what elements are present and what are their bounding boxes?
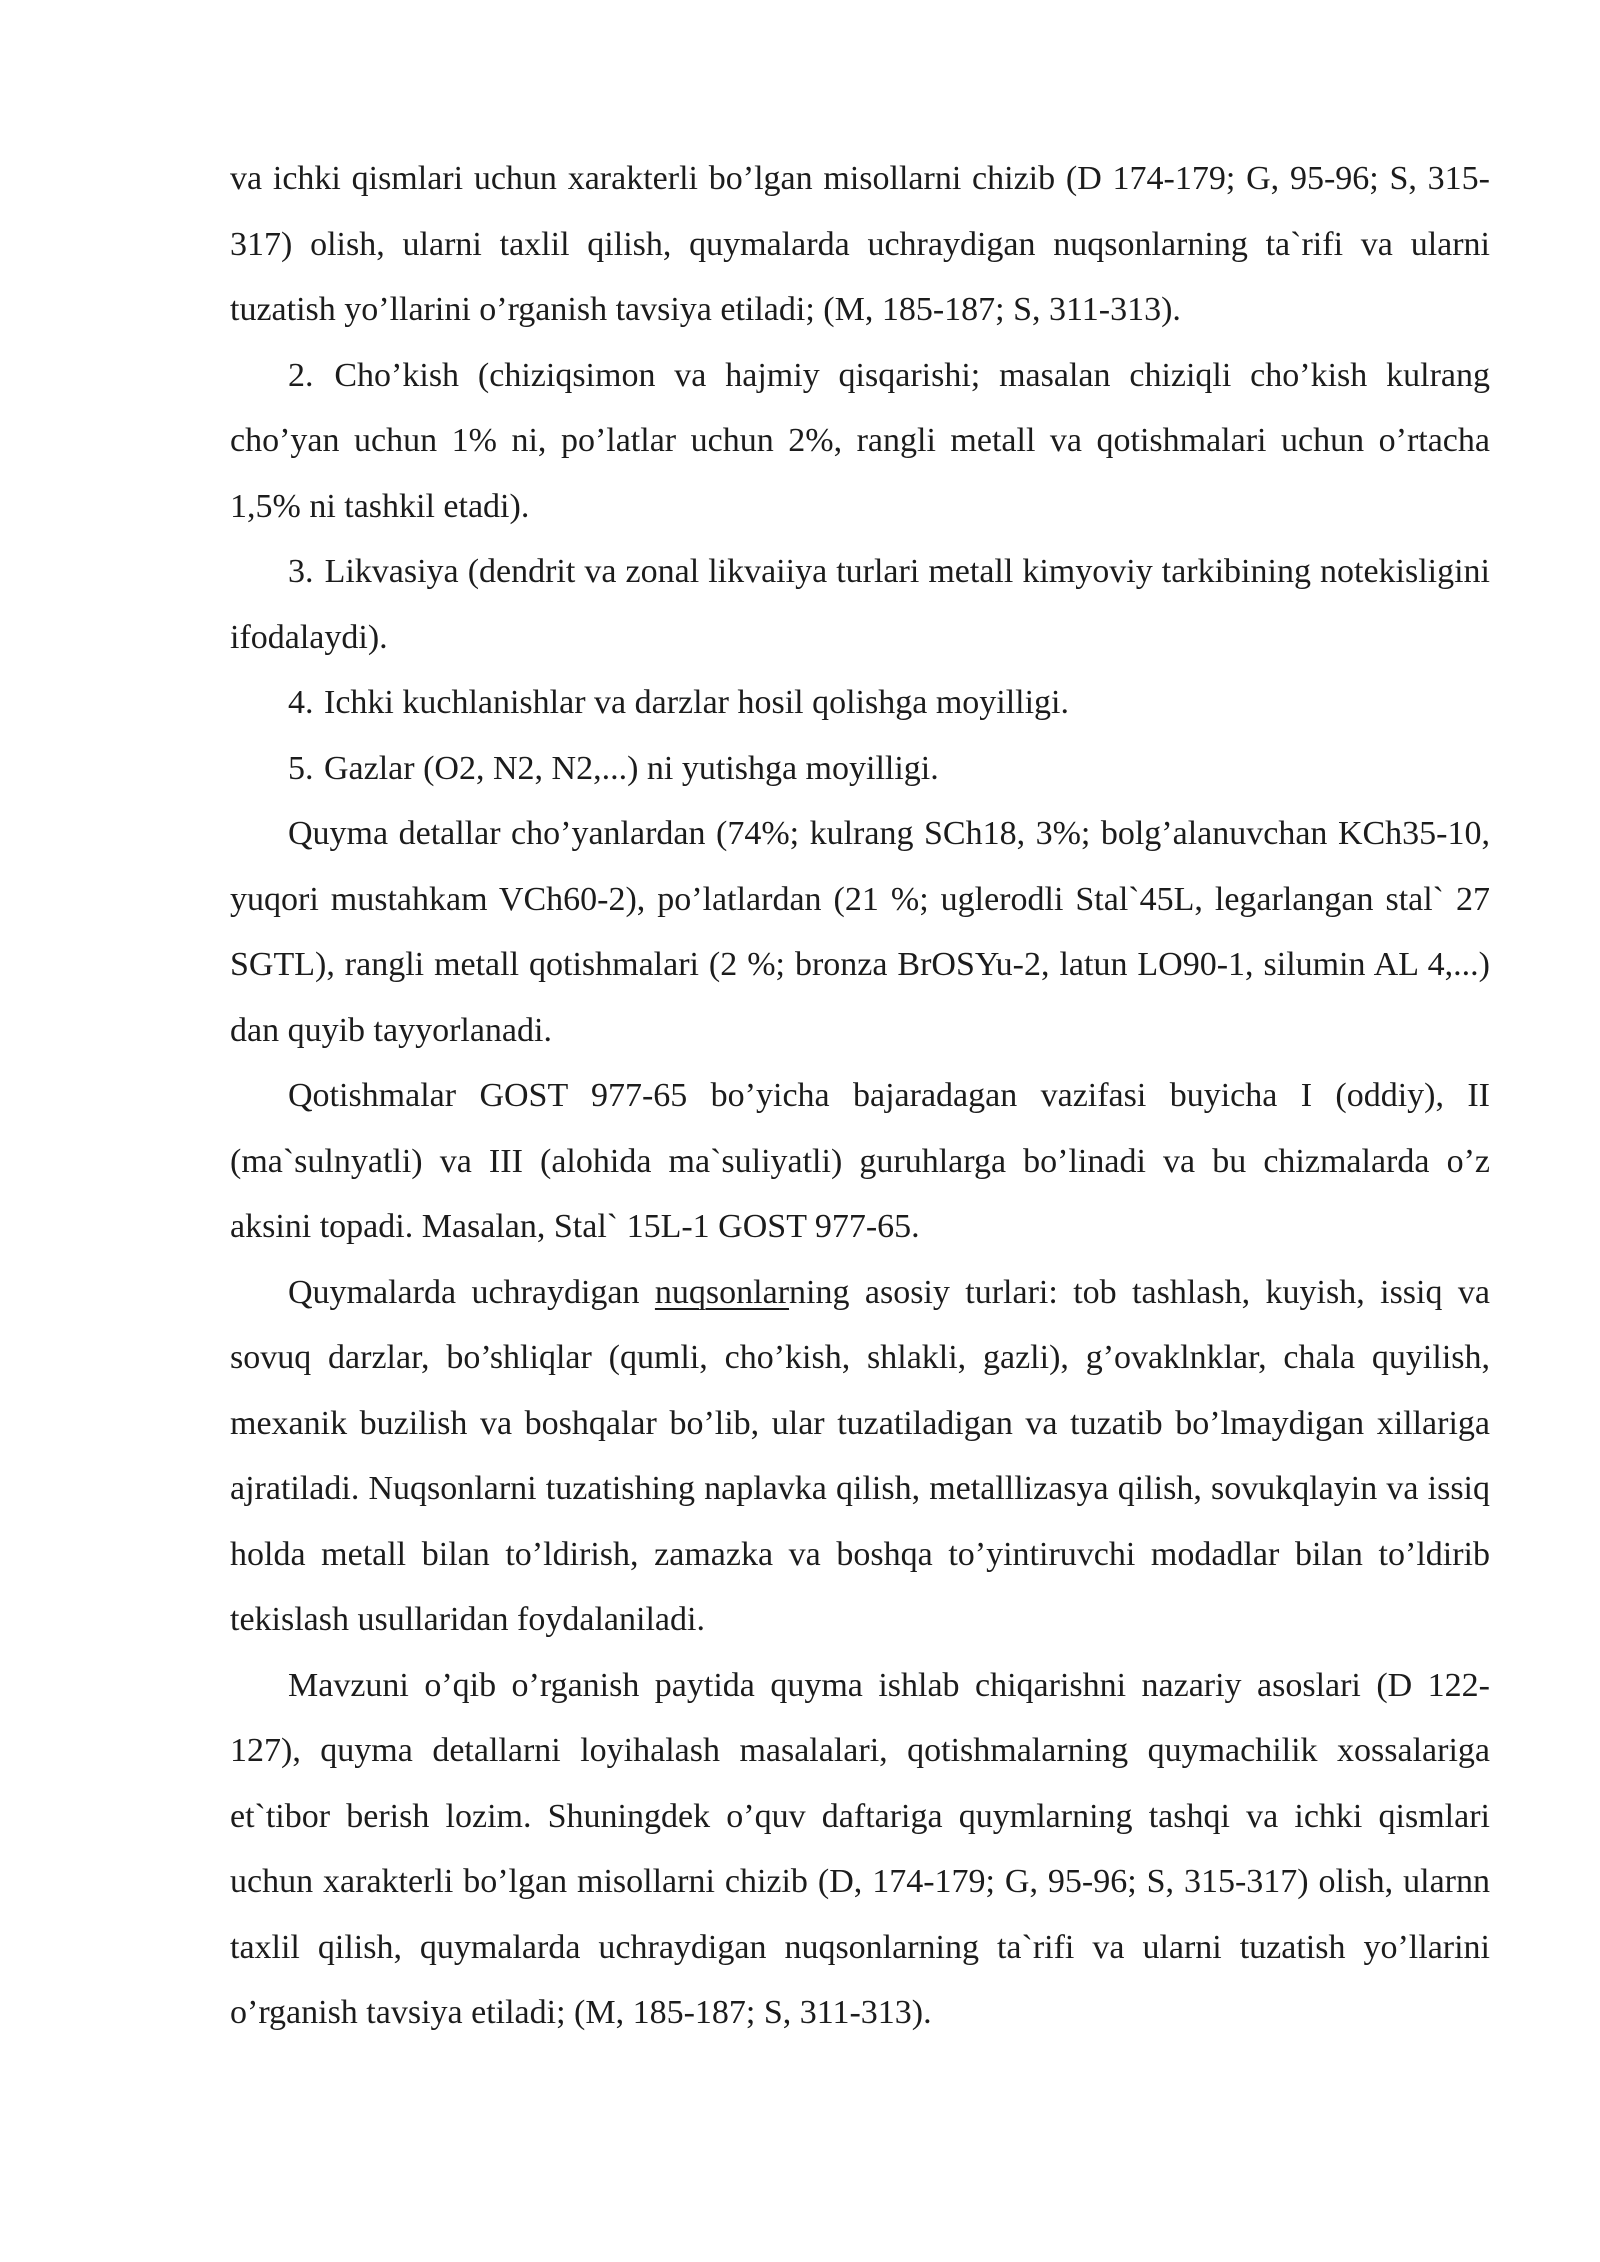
list-number: 2. [288, 356, 314, 394]
list-text: Cho’kish (chiziqsimon va hajmiy qisqarishi; masalan chiziqli cho’kish kulrang cho’yan uchun 1% ni, po’latlar uchun 2%, rangli metall va qotishmalari uchun o’rtacha 1,5% ni tashkil etadi). [230, 356, 1490, 525]
paragraph-gost-groups: Qotishmalar GOST 977-65 bo’yicha bajaradagan vazifasi buyicha I (oddiy), II (ma`sulnyatli) va III (alohida ma`suliyatli) guruhlarga bo’linadi va bu chizmalarda o’z aksini topadi. Masalan, Stal` 15L-1 GOST 977-65. [230, 1077, 1490, 1245]
list-text: Gazlar (O2, N2, N2,...) ni yutishga moyilligi. [324, 749, 939, 787]
defects-intro: Quymalarda uchraydigan [288, 1273, 655, 1311]
list-item-4 [230, 670, 1490, 736]
paragraph-continued: va ichki qismlari uchun xarakterli bo’lgan misollarni chizib (D 174-179; G, 95-96; S, 315-317) olish, ularni taxlil qilish, quymalarda uchraydigan nuqsonlarning ta`rifi va ularni tuzatish yo’llarini o’rganish tavsiya etiladi; (M, 185-187; S, 311-313). [230, 160, 1490, 328]
list-item-5 [230, 736, 1490, 802]
defects-rest: ning asosiy turlari: tob tashlash, kuyish, issiq va sovuq darzlar, bo’shliqlar (qumli, cho’kish, shlakli, gazli), g’ovaklnklar, chala quyilish, mexanik buzilish va boshqalar bo’lib, ular tuzatiladigan va tuzatib bo’lmaydigan xillariga ajratiladi. Nuqsonlarni tuzatishing naplavka qilish, metalllizasya qilish, sovukqlayin va issiq holda metall bilan to’ldirish, zamazka va boshqa to’yintiruvchi modadlar bilan to’ldirib tekislash usullaridan foydalaniladi. [230, 1273, 1490, 1638]
page-body [230, 146, 1490, 2046]
list-text: Ichki kuchlanishlar va darzlar hosil qolishga moyilligi. [324, 684, 1069, 721]
list-number: 3. [288, 553, 314, 590]
paragraph-study-advice: Mavzuni o’qib o’rganish paytida quyma ishlab chiqarishni nazariy asoslari (D 122-127), quyma detallarni loyihalash masalalari, qotishmalarning quymachilik xossalariga et`tibor berish lozim. Shuningdek o’quv daftariga quymlarning tashqi va ichki qismlari uchun xarakterli bo’lgan misollarni chizib (D, 174-179; G, 95-96; S, 315-317) olish, ularnn taxlil qilish, quymalarda uchraydigan nuqsonlarning ta`rifi va ularni tuzatish yo’llarini o’rganish tavsiya etiladi; (M, 185-187; S, 311-313). [230, 1666, 1490, 2031]
paragraph-defects [230, 1260, 1490, 1653]
list-number: 5. [288, 749, 314, 787]
list-item-2 [230, 343, 1490, 540]
list-number: 4. [288, 684, 314, 721]
underlined-term: nuqsonlar [654, 1273, 790, 1311]
list-item-3 [230, 539, 1490, 670]
paragraph-casting-materials: Quyma detallar cho’yanlardan (74%; kulrang SCh18, 3%; bolg’alanuvchan KCh35-10, yuqori mustahkam VCh60-2), po’latlardan (21 %; uglerodli Stal`45L, legarlangan stal` 27 SGTL), rangli metall qotishmalari (2 %; bronza BrOSYu-2, latun LO90-1, silumin AL 4,...) dan quyib tayyorlanadi. [230, 815, 1490, 1049]
list-text: Likvasiya (dendrit va zonal likvaiiya turlari metall kimyoviy tarkibining notekisligini ifodalaydi). [230, 553, 1491, 656]
